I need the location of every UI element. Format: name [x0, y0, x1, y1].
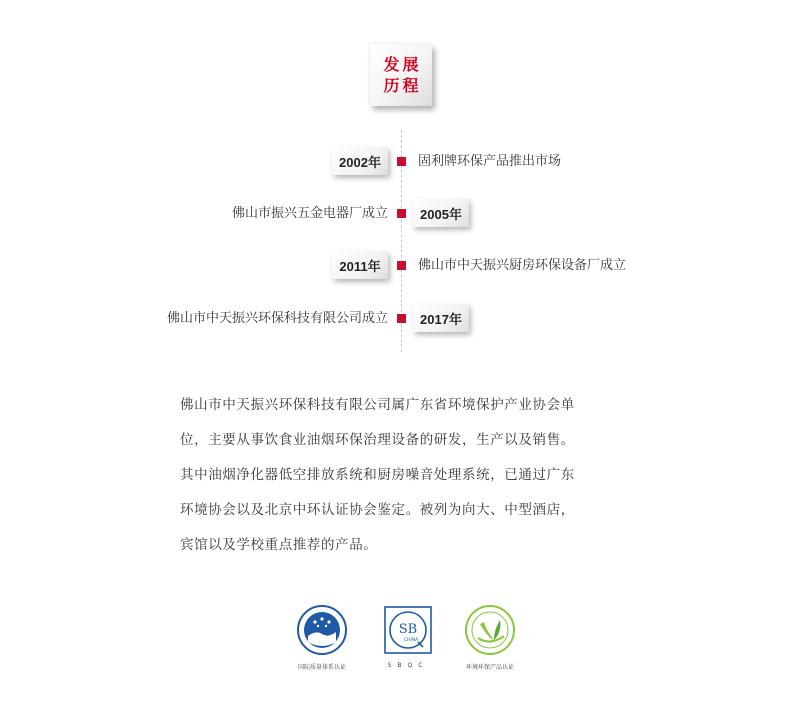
cert-caption: 环境环保产品认证	[465, 664, 514, 671]
timeline-event-2011: 佛山市中天振兴厨房环保设备厂成立	[418, 258, 627, 273]
timeline-year-2011: 2011年	[332, 251, 388, 279]
sbqc-logo-text: SB	[398, 622, 418, 637]
sbqc-seal-icon	[382, 604, 434, 656]
timeline-year-2002: 2002年	[332, 147, 388, 175]
timeline-marker	[397, 209, 406, 218]
intro-line: 宾馆以及学校重点推荐的产品。	[180, 537, 378, 553]
timeline-marker	[397, 314, 406, 323]
cert-sbqc	[380, 604, 436, 669]
intro-line: 环境协会以及北京中环认证协会鉴定。被列为向大、中型酒店，	[180, 502, 575, 518]
timeline-event-2017: 佛山市中天振兴环保科技有限公司成立	[166, 311, 388, 326]
timeline-marker	[397, 157, 406, 166]
timeline-marker	[397, 261, 406, 270]
cert-caption: 国际质量体系认证	[297, 664, 346, 671]
intro-line: 位，主要从事饮食业油烟环保治理设备的研发，生产以及销售。	[180, 432, 575, 448]
cert-caption: SBQC	[387, 662, 429, 669]
section-title-tag	[370, 44, 432, 106]
section-title-line1: 发展	[383, 55, 422, 74]
timeline-year-2017: 2017年	[413, 304, 469, 332]
sbqc-logo-sub: CHINA	[403, 638, 419, 643]
intro-line: 佛山市中天振兴环保科技有限公司属广东省环境保护产业协会单	[180, 397, 575, 413]
cnas-blue-seal-icon	[296, 604, 348, 656]
environmental-green-seal-icon	[464, 604, 516, 656]
timeline-event-2005: 佛山市振兴五金电器厂成立	[231, 206, 388, 221]
timeline-year-2005: 2005年	[413, 199, 469, 227]
company-intro	[180, 388, 640, 563]
intro-line: 其中油烟净化器低空排放系统和厨房噪音处理系统，已通过广东	[180, 467, 575, 483]
cert-environmental	[458, 604, 522, 671]
cert-quality-system	[290, 604, 354, 671]
section-title-line2: 历程	[383, 76, 422, 95]
timeline-event-2002: 固利牌环保产品推出市场	[418, 154, 562, 169]
